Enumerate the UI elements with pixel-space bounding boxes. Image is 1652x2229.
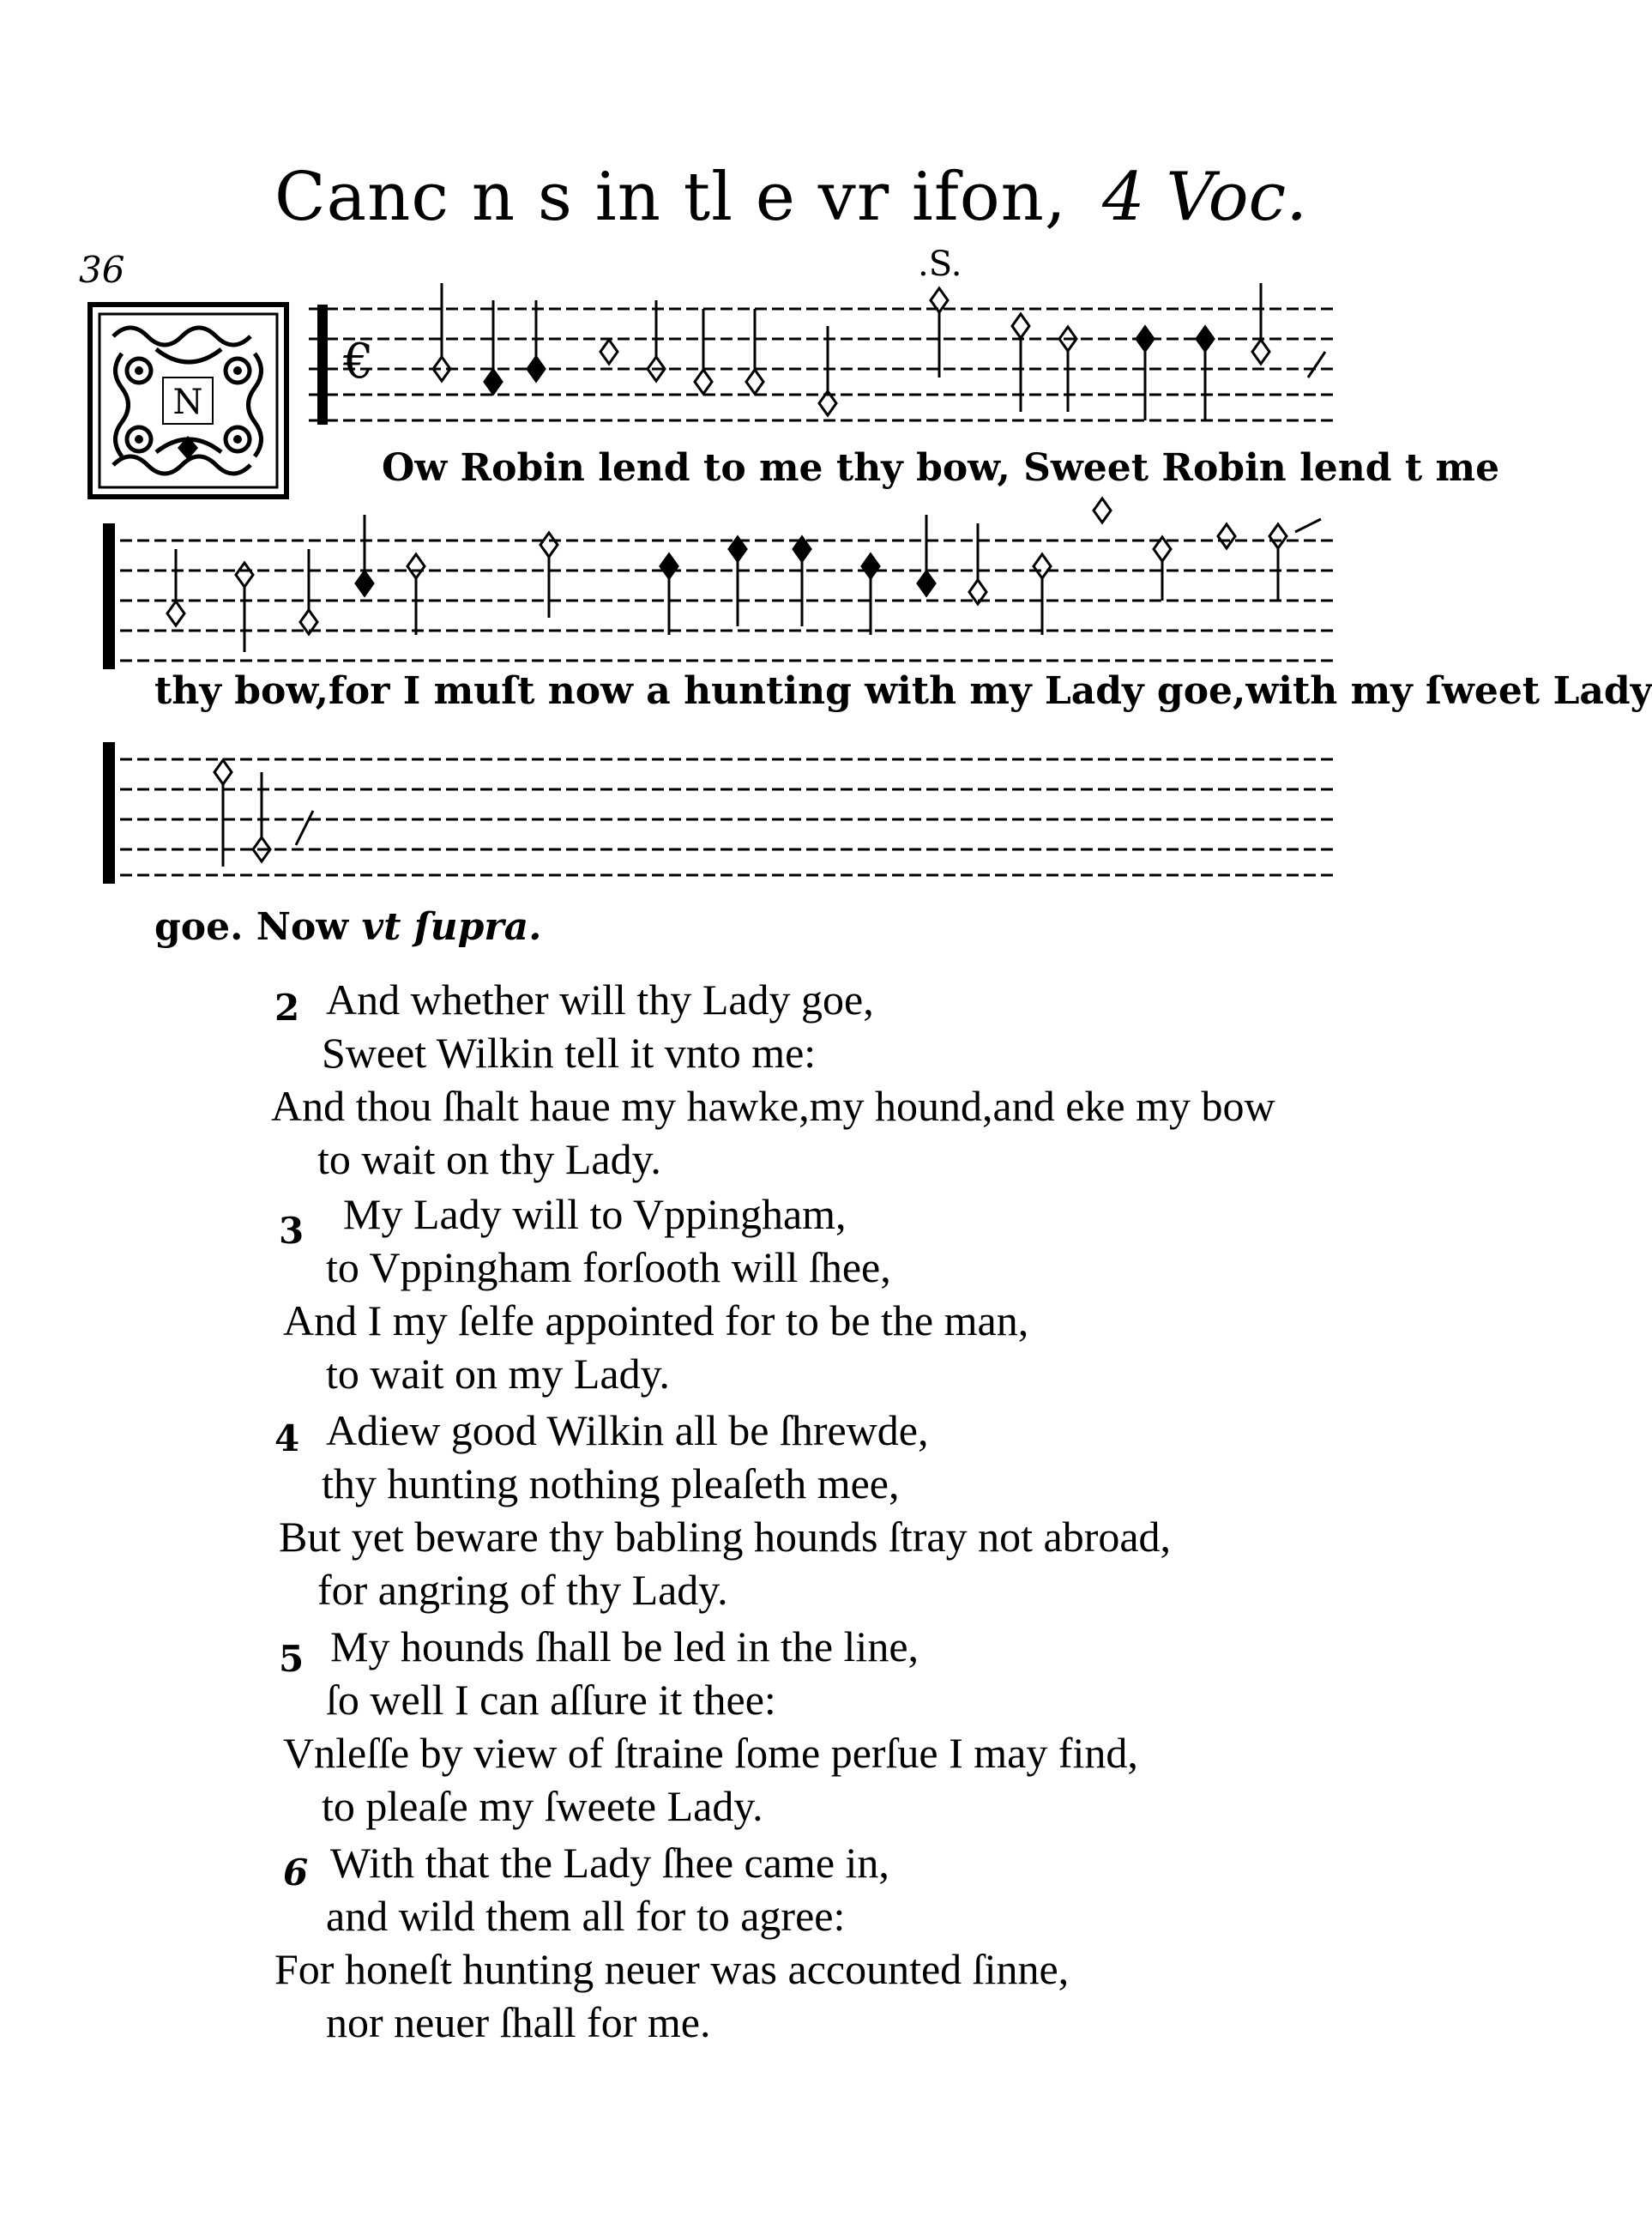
- verse-line: Vnleſſe by view of ſtraine ſome perſue I may find,: [283, 1729, 1138, 1777]
- verse-6: [274, 1841, 1304, 2057]
- verse-line: And whether will thy Lady goe,: [326, 976, 874, 1024]
- verse-line: to wait on thy Lady.: [317, 1135, 661, 1183]
- verse-line: Sweet Wilkin tell it vnto me:: [322, 1029, 817, 1077]
- clef-icon: [103, 305, 328, 884]
- verse-line: nor neuer ſhall for me.: [326, 1998, 711, 2046]
- verse-4: [274, 1406, 1304, 1625]
- verse-3: [274, 1190, 1304, 1409]
- verse-line: ſo well I can aſſure it thee:: [326, 1676, 776, 1724]
- staff-lines-1: [309, 309, 1338, 420]
- notes-staff-1: [433, 283, 1325, 420]
- signature-mark: .S.: [918, 245, 962, 284]
- verse-line: And thou ſhalt haue my hawke,my hound,and eke my bow: [271, 1082, 1275, 1130]
- verse-number: 2: [274, 987, 300, 1029]
- verse-line: for angring of thy Lady.: [317, 1566, 728, 1614]
- page-title: Canc n s in tl e vr ifon,: [274, 159, 1067, 236]
- voices-label: 4 Voc.: [1102, 159, 1308, 236]
- verse-line: My hounds ſhall be led in the line,: [330, 1622, 919, 1670]
- lyric-line-1: Ow Robin lend to me thy bow, Sweet Robin lend t me: [382, 446, 1500, 490]
- staff-lines-2: [120, 541, 1338, 661]
- verse-line: to wait on my Lady.: [326, 1350, 670, 1398]
- verse-line: thy hunting nothing pleaſeth mee,: [322, 1459, 900, 1507]
- verse-line: For honeſt hunting neuer was accounted ſinne,: [274, 1945, 1070, 1993]
- lyric-line-2: thy bow,for I muſt now a hunting with my Lady goe,with my ſweet Lady: [154, 669, 1652, 713]
- verse-line: and wild them all for to agree:: [326, 1892, 846, 1940]
- verse-number: 6: [283, 1851, 309, 1894]
- verse-line: With that the Lady ſhee came in,: [330, 1839, 889, 1887]
- verse-number: 3: [279, 1210, 304, 1252]
- time-signature-icon: €: [343, 334, 374, 390]
- verses-block: [271, 976, 1304, 2057]
- verse-2: [271, 976, 1304, 1193]
- verse-number: 4: [274, 1417, 300, 1459]
- lyric-line-3-main: goe. Now: [154, 905, 349, 949]
- lyric-line-3-italic: vt ſupra.: [361, 905, 542, 949]
- verse-5: [274, 1622, 1304, 1841]
- verse-line: to pleaſe my ſweete Lady.: [322, 1782, 763, 1830]
- verse-line: And I my ſelfe appointed for to be the man,: [283, 1296, 1029, 1344]
- verse-line: But yet beware thy babling hounds ſtray not abroad,: [279, 1513, 1172, 1561]
- page-number: 36: [79, 249, 125, 291]
- initial-letter: N: [172, 383, 203, 422]
- verse-line: My Lady will to Vppingham,: [343, 1190, 847, 1238]
- verse-line: Adiew good Wilkin all be ſhrewde,: [326, 1406, 929, 1454]
- lyric-line-3: [154, 905, 541, 949]
- notes-staff-2: [167, 498, 1321, 652]
- staff-lines-3: [120, 759, 1338, 875]
- verse-number: 5: [279, 1638, 304, 1680]
- verse-line: to Vppingham forſooth will ſhee,: [326, 1243, 891, 1291]
